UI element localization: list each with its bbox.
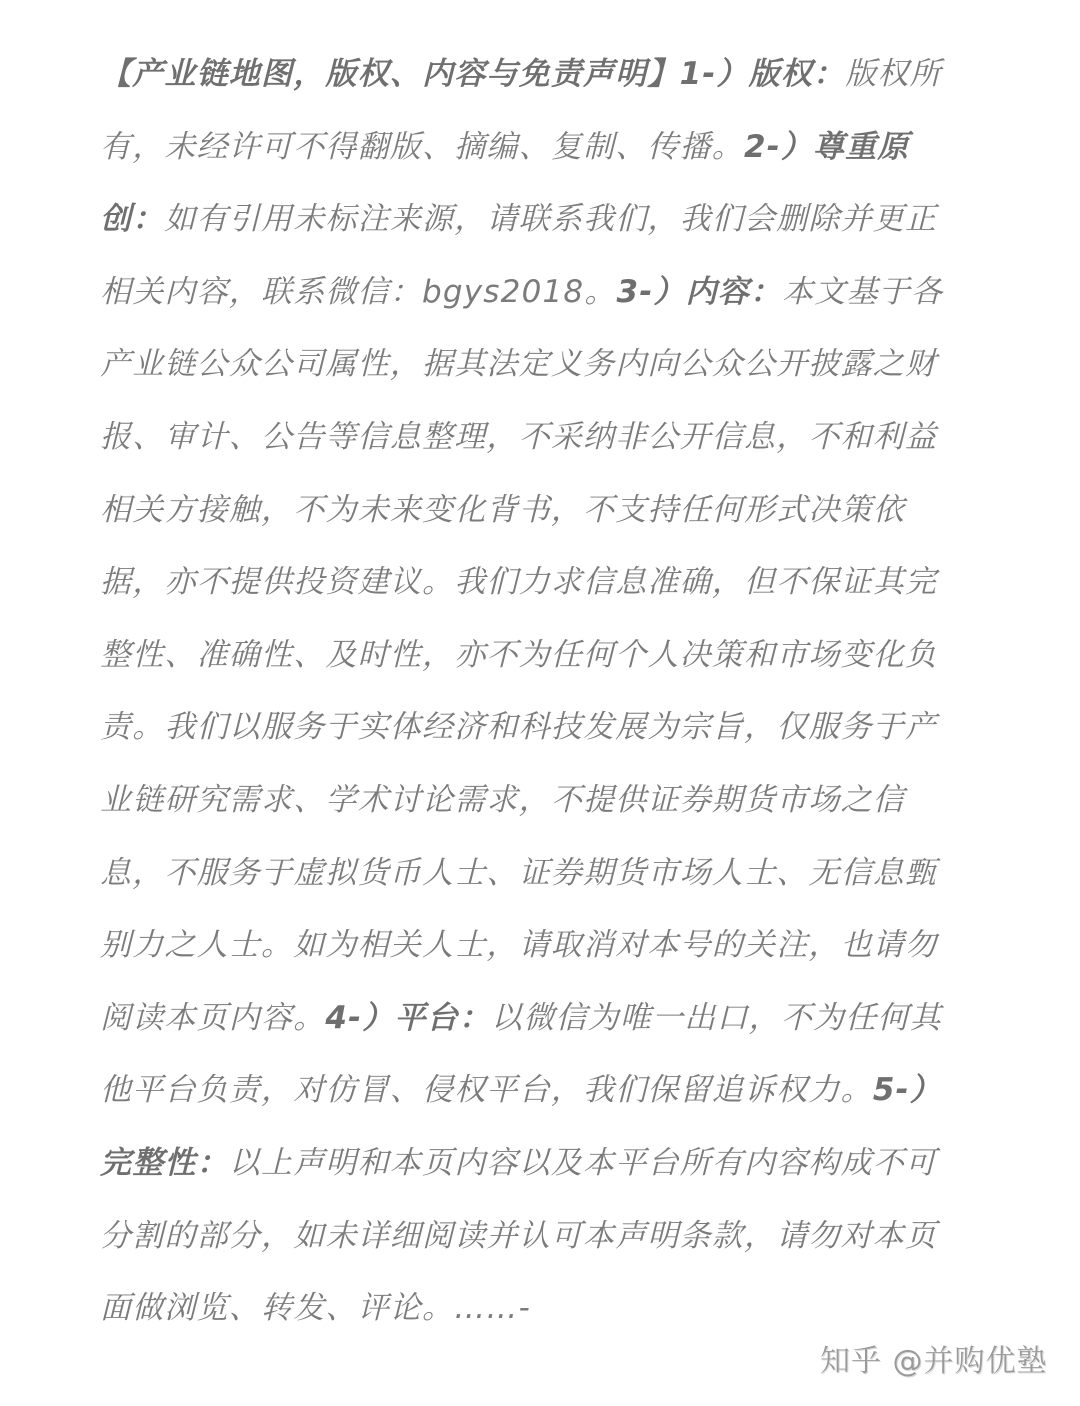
text-line [100,546,990,619]
text-line [100,38,990,111]
text-line [100,256,990,329]
text-segment: 以微信为唯一出口，不为任何其 [491,999,942,1036]
text-line [100,619,990,692]
disclaimer-document [100,38,990,1345]
text-segment: 别力之人士。如为相关人士，请取消对本号的关注，也请勿 [100,927,938,964]
text-segment: 版权所 [845,56,942,92]
text-line [100,909,990,982]
text-segment: 本文基于各 [782,273,944,310]
text-segment: 责。我们以服务于实体经济和科技发展为宗旨，仅服务于产 [100,709,938,746]
text-segment: 分割的部分，如未详细阅读并认可本声明条款，请勿对本页 [100,1217,938,1254]
bold-heading-segment: 4-）平台： [325,999,492,1036]
text-segment: 如有引用未标注来源，请联系我们，我们会删除并更正 [164,201,938,238]
bold-heading-segment: 3-）内容： [616,273,783,310]
text-line [100,328,990,401]
zhihu-watermark: 知乎 @并购优塾 [820,1344,1048,1379]
text-line [100,183,990,256]
text-segment: 有，未经许可不得翻版、摘编、复制、传播。 [100,128,744,165]
bold-heading-segment: 【产业链地图，版权、内容与免责声明】1-）版权： [100,56,846,92]
text-line [100,982,990,1055]
text-segment: 据，亦不提供投资建议。我们力求信息准确，但不保证其完 [100,564,938,601]
bold-heading-segment: 2-）尊重原 [744,128,910,165]
text-line [100,1200,990,1273]
bold-heading-segment: 5-） [872,1072,942,1109]
text-line [100,1054,990,1127]
text-segment: 面做浏览、转发、评论。……- [100,1290,531,1327]
text-line [100,1272,990,1345]
text-segment: 息，不服务于虚拟货币人士、证券期货市场人士、无信息甄 [100,854,938,891]
text-segment: 业链研究需求、学术讨论需求，不提供证券期货市场之信 [100,781,905,818]
text-segment: 整性、准确性、及时性，亦不为任何个人决策和市场变化负 [100,636,938,673]
bold-heading-segment: 创： [100,201,165,238]
text-line [100,474,990,547]
text-line [100,1127,990,1200]
text-line [100,691,990,764]
text-line [100,401,990,474]
text-line [100,111,990,184]
text-line [100,837,990,910]
text-segment: 以上声明和本页内容以及本平台所有内容构成不可 [228,1144,938,1181]
text-segment: 产业链公众公司属性，据其法定义务内向公众公开披露之财 [100,346,938,383]
text-segment: 他平台负责，对仿冒、侵权平台，我们保留追诉权力。 [100,1072,873,1109]
text-segment: 相关方接触，不为未来变化背书，不支持任何形式决策依 [100,491,905,528]
text-segment: 报、审计、公告等信息整理，不采纳非公开信息，不和利益 [100,418,938,455]
bold-heading-segment: 完整性： [100,1144,229,1181]
text-segment: 阅读本页内容。 [100,999,326,1036]
text-segment: 相关内容，联系微信：bgys2018。 [100,273,617,310]
text-line [100,764,990,837]
